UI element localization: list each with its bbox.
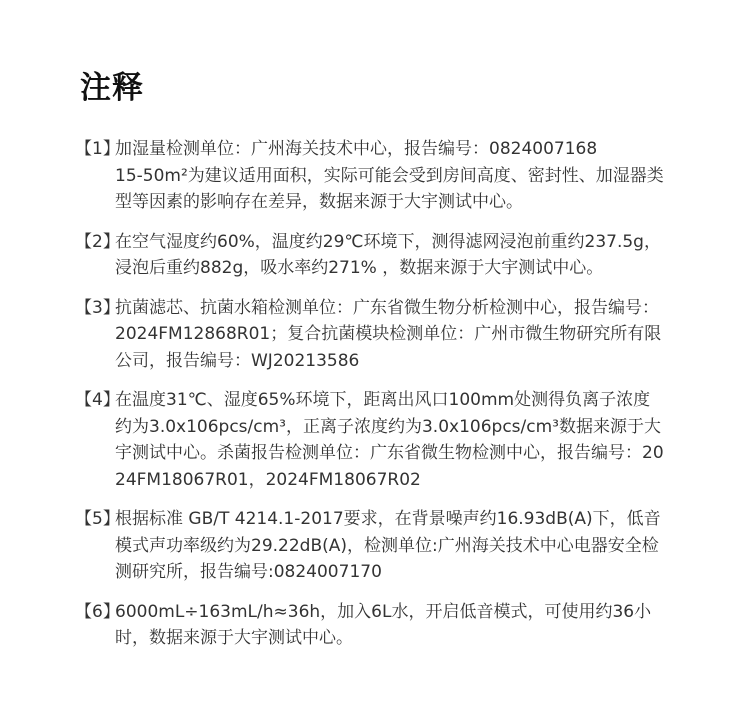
- note-text: 在温度31℃、湿度65%环境下，距离出风口100mm处测得负离子浓度约为3.0x106pcs/cm³，正离子浓度约为3.0x106pcs/cm³数据来源于大宇测试中心。杀菌报告检测单位：广东省微生物检测中心，报告编号：2024FM18067R01，2024FM18067R02: [115, 390, 664, 490]
- note-5: [75, 506, 680, 586]
- note-text: 在空气湿度约60%，温度约29℃环境下，测得滤网浸泡前重约237.5g，浸泡后重约882g，吸水率约271% ，数据来源于大宇测试中心。: [115, 231, 661, 278]
- note-2: [75, 229, 680, 282]
- note-text: 根据标准 GB/T 4214.1-2017要求，在背景噪声约16.93dB(A)下，低音模式声功率级约为29.22dB(A)，检测单位:广州海关技术中心电器安全检测研究所，报告编号:0824007170: [115, 509, 661, 582]
- note-number: 【3】: [75, 297, 120, 318]
- note-6: [75, 599, 680, 652]
- note-text: 抗菌滤芯、抗菌水箱检测单位：广东省微生物分析检测中心，报告编号：2024FM12868R01；复合抗菌模块检测单位：广州市微生物研究所有限公司，报告编号：WJ20213586: [115, 297, 662, 371]
- note-number: 【2】: [75, 231, 120, 252]
- note-number: 【4】: [75, 390, 120, 410]
- note-number: 【5】: [75, 509, 120, 529]
- page-title: 注释: [80, 70, 144, 106]
- note-number: 【1】: [75, 139, 120, 159]
- note-text: 加湿量检测单位：广州海关技术中心，报告编号：0824007168 15-50m²为建议适用面积，实际可能会受到房间高度、密封性、加湿器类型等因素的影响存在差异，数据来源于大宇测试中心。: [115, 139, 664, 212]
- note-4: [75, 387, 680, 493]
- note-text: 6000mL÷163mL/h≈36h，加入6L水，开启低音模式，可使用约36小时，数据来源于大宇测试中心。: [115, 601, 652, 648]
- notes-page: [75, 68, 680, 665]
- note-number: 【6】: [75, 601, 120, 622]
- note-3: [75, 295, 680, 375]
- note-1: [75, 136, 680, 216]
